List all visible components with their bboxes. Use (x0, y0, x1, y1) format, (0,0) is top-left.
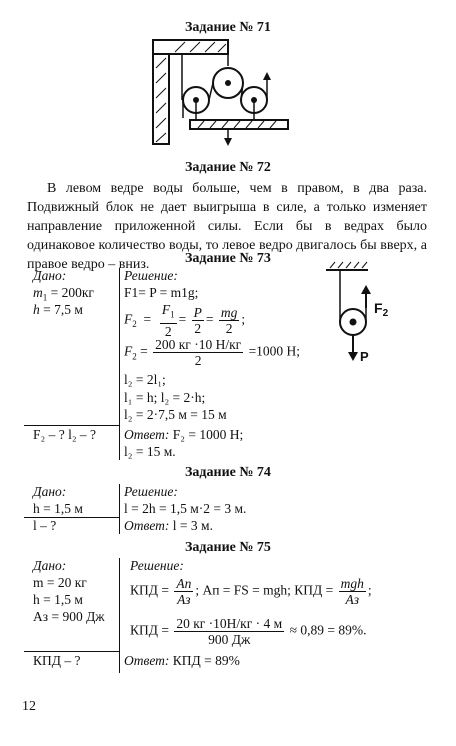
task-74-vertical-rule (119, 484, 120, 534)
task-73-solution-line-3: $F_2$ = $\frac{200 кг \cdot 10 Н/кг}{2}$ =1000 Н; (124, 337, 301, 368)
weight-p-label: P (360, 349, 369, 364)
task-75-find: КПД – ? (33, 653, 81, 668)
pulley-system-figure (150, 38, 300, 148)
task-73-solution-line-4: l₂ = 2l₁; (124, 372, 166, 387)
task-71-title: Задание № 71 (185, 20, 271, 35)
page-number: 12 (22, 699, 36, 714)
task-73-solution-line-1: F1= P = m1g; (124, 285, 199, 300)
task-73-solution-line-2: $F_2$ = $\frac{F_1}{2}$ = $\frac{P}{2}$ = $\frac{mg}{2}$ ; (124, 302, 246, 339)
task-73-find: F₂ – ? l₂ – ? (33, 427, 97, 442)
task-74-title: Задание № 74 (185, 465, 271, 480)
task-72-text: В левом ведре воды больше, чем в правом, в два раза. Подвижный блок не дает выигрыша в силе, а только изменяет направление приложенной силы. Если бы в ведрах было одинаковое количество воды, то левое ведро двигалось бы вверх, а правое ведро – вниз. (27, 181, 427, 272)
task-75-vertical-rule (119, 558, 120, 673)
force-f2-label: $F_2$ (374, 300, 389, 319)
task-75-answer: Ответ: КПД = 89% (124, 653, 240, 668)
task-75-given-label: Дано: (33, 558, 67, 573)
task-75-given-divider (24, 651, 119, 652)
task-73-solution-label: Решение: (124, 268, 178, 283)
task-74-find: l – ? (33, 518, 57, 533)
task-75-solution-line-2: КПД = $\frac{20 кг \cdot 10Н/кг \cdot 4 м}{900 Дж}$ ≈ 0,89 = 89%. (130, 616, 367, 647)
task-73-given-divider (24, 425, 119, 426)
task-75-given-mass: m = 20 кг (33, 575, 87, 590)
task-73-given-label: Дано: (33, 268, 67, 283)
task-73-given-height: h = 7,5 м (33, 302, 83, 317)
task-74-solution-line-1: l = 2h = 1,5 м·2 = 3 м. (124, 501, 247, 516)
task-74-solution-label: Решение: (124, 484, 178, 499)
task-75-given-height: h = 1,5 м (33, 592, 83, 607)
task-75-given-work: Aз = 900 Дж (33, 609, 105, 624)
task-73-solution-line-6: l₂ = 2·7,5 м = 15 м (124, 407, 227, 422)
movable-pulley-diagram (318, 258, 408, 368)
task-73-given-mass: $m_1 = 200кг$ (33, 285, 94, 303)
task-73-vertical-rule (119, 268, 120, 460)
task-73-answer-2: l₂ = 15 м. (124, 444, 176, 459)
task-74-given-label: Дано: (33, 484, 67, 499)
task-74-given-height: h = 1,5 м (33, 501, 83, 516)
task-75-solution-label: Решение: (130, 558, 184, 573)
task-74-answer: Ответ: l = 3 м. (124, 518, 213, 533)
task-75-solution-line-1: КПД = $\frac{Aп}{Aз}$ ; Aп = FS = mgh; КПД = $\frac{\text{mgh}}{Aз}$ ; (130, 576, 372, 607)
task-73-solution-line-5: l₁ = h; l₂ = 2·h; (124, 390, 206, 405)
task-73-answer: Ответ: F₂ = 1000 Н; (124, 427, 244, 442)
task-75-title: Задание № 75 (185, 540, 271, 555)
task-72-title: Задание № 72 (185, 160, 271, 175)
task-73-title: Задание № 73 (185, 251, 271, 266)
